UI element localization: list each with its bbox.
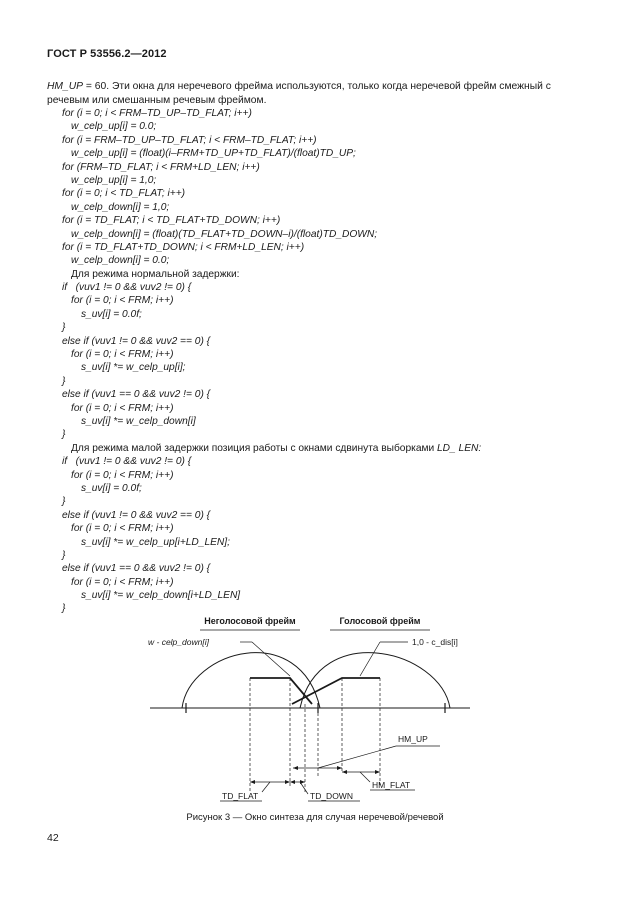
code-line: w_celp_up[i] = (float)(i–FRM+TD_UP+TD_FLAT)/(float)TD_UP; (71, 148, 356, 160)
document-header: ГОСТ Р 53556.2—2012 (47, 48, 167, 60)
code-line: if (vuv1 != 0 && vuv2 != 0) { (62, 282, 192, 294)
label-hm-flat: HM_FLAT (372, 780, 411, 790)
code-line: else if (vuv1 != 0 && vuv2 == 0) { (62, 335, 211, 347)
dimension-guides (250, 678, 380, 792)
code-line: if (vuv1 != 0 && vuv2 != 0) { (62, 456, 192, 468)
page-number: 42 (47, 832, 59, 844)
code-line: w_celp_down[i] = 0.0; (71, 255, 170, 267)
code-line: for (i = FRM–TD_UP–TD_FLAT; i < FRM–TD_FLAT; i++) (62, 134, 317, 146)
code-line: w_celp_down[i] = 1,0; (71, 201, 170, 213)
label-unvoiced-frame: Неголосовой фрейм (204, 616, 296, 626)
code-line: for (i = 0; i < FRM; i++) (71, 295, 174, 307)
code-line: } (62, 375, 66, 387)
code-line: s_uv[i] *= w_celp_down[i] (81, 415, 196, 427)
code-line: for (i = TD_FLAT; i < TD_FLAT+TD_DOWN; i++) (62, 215, 281, 227)
label-hm-up: HM_UP (398, 734, 428, 744)
code-listing (47, 107, 481, 616)
voiced-window-arc (300, 653, 450, 708)
code-line: for (i = TD_FLAT+TD_DOWN; i < FRM+LD_LEN; i++) (62, 241, 305, 253)
code-line: } (62, 322, 66, 334)
label-td-flat: TD_FLAT (222, 791, 259, 801)
code-line: for (i = 0; i < FRM; i++) (71, 402, 174, 414)
label-c-dis: 1,0 - c_dis[i] (412, 637, 458, 647)
code-line: s_uv[i] *= w_celp_up[i]; (81, 362, 186, 374)
intro-paragraph (47, 80, 592, 108)
code-line: for (i = 0; i < TD_FLAT; i++) (62, 188, 186, 200)
code-line: w_celp_down[i] = (float)(TD_FLAT+TD_DOWN–i)/(float)TD_DOWN; (71, 228, 378, 240)
label-w-celp-down: w - celp_down[i] (148, 637, 209, 647)
code-line: s_uv[i] *= w_celp_up[i+LD_LEN]; (81, 536, 230, 548)
code-line: for (FRM–TD_FLAT; i < FRM+LD_LEN; i++) (62, 161, 260, 173)
code-line: s_uv[i] = 0.0f; (81, 482, 142, 494)
code-line: else if (vuv1 == 0 && vuv2 != 0) { (62, 563, 211, 575)
code-line: else if (vuv1 == 0 && vuv2 != 0) { (62, 389, 211, 401)
code-line: else if (vuv1 != 0 && vuv2 == 0) { (62, 509, 211, 521)
figure-caption: Рисунок 3 — Окно синтеза для случая неречевой/речевой (186, 812, 444, 823)
code-comment-line: Для режима нормальной задержки: (71, 268, 240, 280)
code-line: for (i = 0; i < FRM; i++) (71, 349, 174, 361)
label-td-down: TD_DOWN (310, 791, 353, 801)
code-line: } (62, 603, 66, 615)
label-voiced-frame: Голосовой фрейм (339, 616, 421, 626)
code-line: for (i = 0; i < FRM; i++) (71, 469, 174, 481)
code-line: } (62, 549, 66, 561)
code-line: s_uv[i] = 0.0f; (81, 308, 142, 320)
leader-c-dis (360, 642, 380, 676)
code-line: for (i = 0; i < FRM; i++) (71, 523, 174, 535)
code-line: } (62, 429, 66, 441)
synthesis-window-figure (0, 600, 630, 810)
code-line: w_celp_up[i] = 1,0; (71, 174, 157, 186)
intro-text: = 60. Эти окна для неречевого фрейма используются, только когда неречевой фрейм смежный с речевым или смешанным речевым фреймом. (47, 81, 551, 106)
code-line: for (i = 0; i < FRM–TD_UP–TD_FLAT; i++) (62, 108, 252, 119)
code-line: w_celp_up[i] = 0.0; (71, 121, 157, 133)
celp-down-window (250, 678, 312, 704)
code-line: s_uv[i] *= w_celp_down[i+LD_LEN] (81, 590, 241, 602)
intro-variable: HM_UP (47, 81, 84, 92)
code-line: for (i = 0; i < FRM; i++) (71, 576, 174, 588)
code-line: } (62, 496, 66, 508)
code-comment-line: Для режима малой задержки позиция работы с окнами сдвинута выборками LD_ LEN: (71, 442, 482, 454)
